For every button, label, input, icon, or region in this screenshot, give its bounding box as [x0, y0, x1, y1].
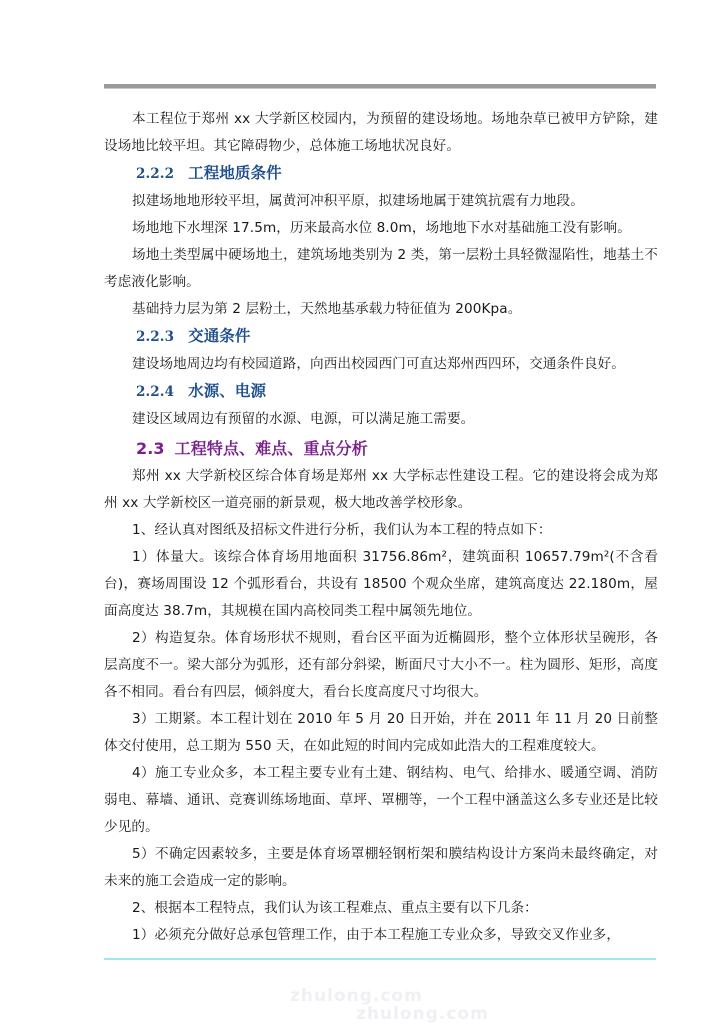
paragraph: 4）施工专业众多，本工程主要专业有土建、钢结构、电气、给排水、暖通空调、消防弱电、幕墙、通讯、竞赛训练场地面、草坪、罩棚等，一个工程中涵盖这么多专业还是比较少见的。: [104, 765, 658, 835]
paragraph: 郑州 xx 大学新校区综合体育场是郑州 xx 大学标志性建设工程。它的建设将会成为郑州 xx 大学新校区一道亮丽的新景观，极大地改善学校形象。: [104, 468, 658, 511]
paragraph: 建设场地周边均有校园道路，向西出校园西门可直达郑州西四环，交通条件良好。: [132, 356, 625, 372]
paragraph: 3）工期紧。本工程计划在 2010 年 5 月 20 日开始，并在 2011 年 11 月 20 日前整体交付使用，总工期为 550 天，在如此短的时间内完成如此浩大的工程难度较大。: [104, 711, 658, 754]
paragraph: 本工程位于郑州 xx 大学新区校园内，为预留的建设场地。场地杂草已被甲方铲除，建设场地比较平坦。其它障碍物少，总体施工场地状况良好。: [104, 111, 658, 154]
section-number: 2.2.2: [136, 166, 175, 182]
watermark-text: zhulong.com: [356, 1004, 489, 1024]
footer-rule: [104, 958, 656, 960]
paragraph: 2、根据本工程特点，我们认为该工程难点、重点主要有以下几条：: [132, 900, 538, 916]
paragraph: 2）构造复杂。体育场形状不规则，看台区平面为近椭圆形，整个立体形状呈碗形，各层高度不一。梁大部分为弧形，还有部分斜梁，断面尺寸大小不一。柱为圆形、矩形，高度各不相同。看台有四层，倾斜度大，看台长度高度尺寸均很大。: [104, 630, 658, 700]
watermark-text: zhulong.com: [290, 986, 423, 1006]
paragraph: 1）必须充分做好总承包管理工作，由于本工程施工专业众多，导致交叉作业多，: [132, 927, 621, 943]
section-heading-2-3: [104, 435, 658, 463]
header-rule: [104, 84, 656, 89]
section-heading-2-2-3: [104, 323, 658, 351]
section-number: 2.2.4: [136, 384, 175, 400]
section-title: 水源、电源: [188, 382, 267, 400]
section-title: 工程特点、难点、重点分析: [174, 439, 368, 458]
paragraph: 基础持力层为第 2 层粉土，天然地基承载力特征值为 200Kpa。: [132, 301, 522, 317]
section-title: 交通条件: [188, 327, 251, 345]
section-heading-2-2-4: [104, 378, 658, 406]
paragraph: 场地土类型属中硬场地土，建筑场地类别为 2 类，第一层粉土具轻微湿陷性，地基土不考虑液化影响。: [104, 247, 658, 290]
section-heading-2-2-2: [104, 160, 658, 188]
paragraph: 建设区域周边有预留的水源、电源，可以满足施工需要。: [132, 411, 475, 427]
section-number: 2.2.3: [136, 329, 175, 345]
document-body: [104, 106, 658, 949]
paragraph: 场地地下水埋深 17.5m，历来最高水位 8.0m，场地地下水对基础施工没有影响。: [132, 220, 631, 236]
paragraph: 1）体量大。该综合体育场用地面积 31756.86m²，建筑面积 10657.79m²(不含看台)，赛场周围设 12 个弧形看台，共设有 18500 个观众坐席，建筑高度达 22.180m，屋面高度达 38.7m，其规模在国内高校同类工程中属领先地位。: [104, 549, 658, 619]
paragraph: 拟建场地地形较平坦，属黄河冲积平原，拟建场地属于建筑抗震有力地段。: [132, 193, 584, 209]
section-title: 工程地质条件: [188, 164, 282, 182]
section-number: 2.3: [136, 439, 165, 458]
paragraph: 5）不确定因素较多，主要是体育场罩棚轻钢桁架和膜结构设计方案尚未最终确定，对未来的施工会造成一定的影响。: [104, 846, 658, 889]
paragraph: 1、经认真对图纸及招标文件进行分析，我们认为本工程的特点如下：: [132, 522, 552, 538]
